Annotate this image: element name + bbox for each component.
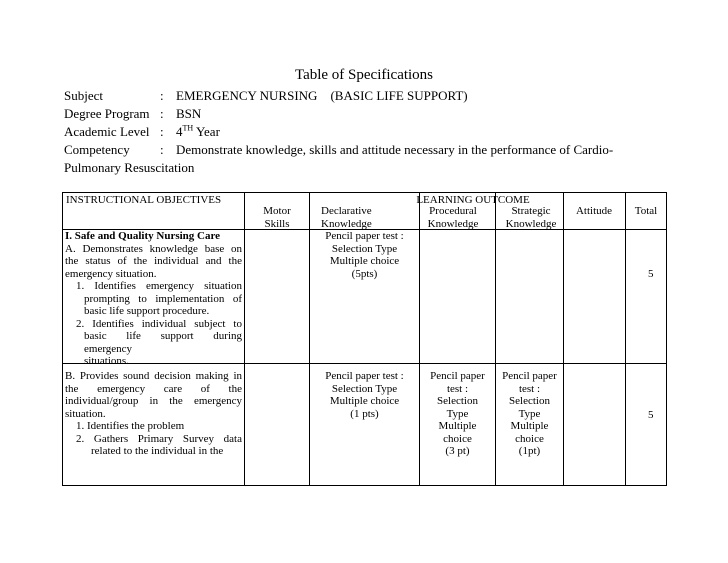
header-attitude: Attitude <box>575 205 613 217</box>
competency-label: Competency <box>64 142 130 157</box>
level-label: Academic Level <box>64 124 150 139</box>
degree-value: BSN <box>176 106 202 121</box>
competency-value-continued: Pulmonary Resuscitation <box>64 160 195 175</box>
table-divider <box>563 193 564 485</box>
row2-procedural: Pencil paper test : Selection Type Multiple choice (3 pt) <box>430 370 485 457</box>
colon: : <box>160 88 164 103</box>
colon: : <box>160 106 164 121</box>
header-objectives: INSTRUCTIONAL OBJECTIVES <box>66 194 222 206</box>
competency-value: Demonstrate knowledge, skills and attitude necessary in the performance of Cardio- <box>176 142 614 157</box>
header-motor: Motor Skills <box>263 205 291 230</box>
colon: : <box>160 142 164 157</box>
row2-total: 5 <box>648 409 654 421</box>
header-declarative: Declarative Knowledge <box>321 205 372 230</box>
subject-value: EMERGENCY NURSING (BASIC LIFE SUPPORT) <box>176 88 468 103</box>
row1-total: 5 <box>648 268 654 280</box>
header-total: Total <box>634 205 658 217</box>
row2-declarative: Pencil paper test : Selection Type Multiple choice (1 pts) <box>325 370 404 420</box>
table-divider <box>244 193 245 485</box>
header-procedural: Procedural Knowledge <box>427 205 479 230</box>
header-strategic: Strategic Knowledge <box>505 205 557 230</box>
colon: : <box>160 124 164 139</box>
page-title: Table of Specifications <box>294 67 434 83</box>
row1-objectives: I. Safe and Quality Nursing Care A. Demonstrates knowledge base on the status of the individual and the emergency situation. 1. Identifies emergency situation prompting to implementation of basic life support procedure. 2. Identifies individual subject to basic life support during emergency situations. <box>65 230 242 367</box>
specifications-table <box>62 192 667 486</box>
subject-label: Subject <box>64 88 103 103</box>
degree-label: Degree Program <box>64 106 150 121</box>
header-learning-outcome: LEARNING OUTCOME <box>416 194 530 206</box>
table-divider <box>625 193 626 485</box>
row2-strategic: Pencil paper test : Selection Type Multiple choice (1pt) <box>502 370 557 457</box>
level-value: 4TH Year <box>176 123 220 139</box>
row2-objectives: B. Provides sound decision making in the emergency care of the individual/group in the emergency situation. 1. Identifies the problem 2. Gathers Primary Survey data related to the individual in the <box>65 370 242 457</box>
row1-declarative: Pencil paper test : Selection Type Multiple choice (5pts) <box>325 230 404 280</box>
